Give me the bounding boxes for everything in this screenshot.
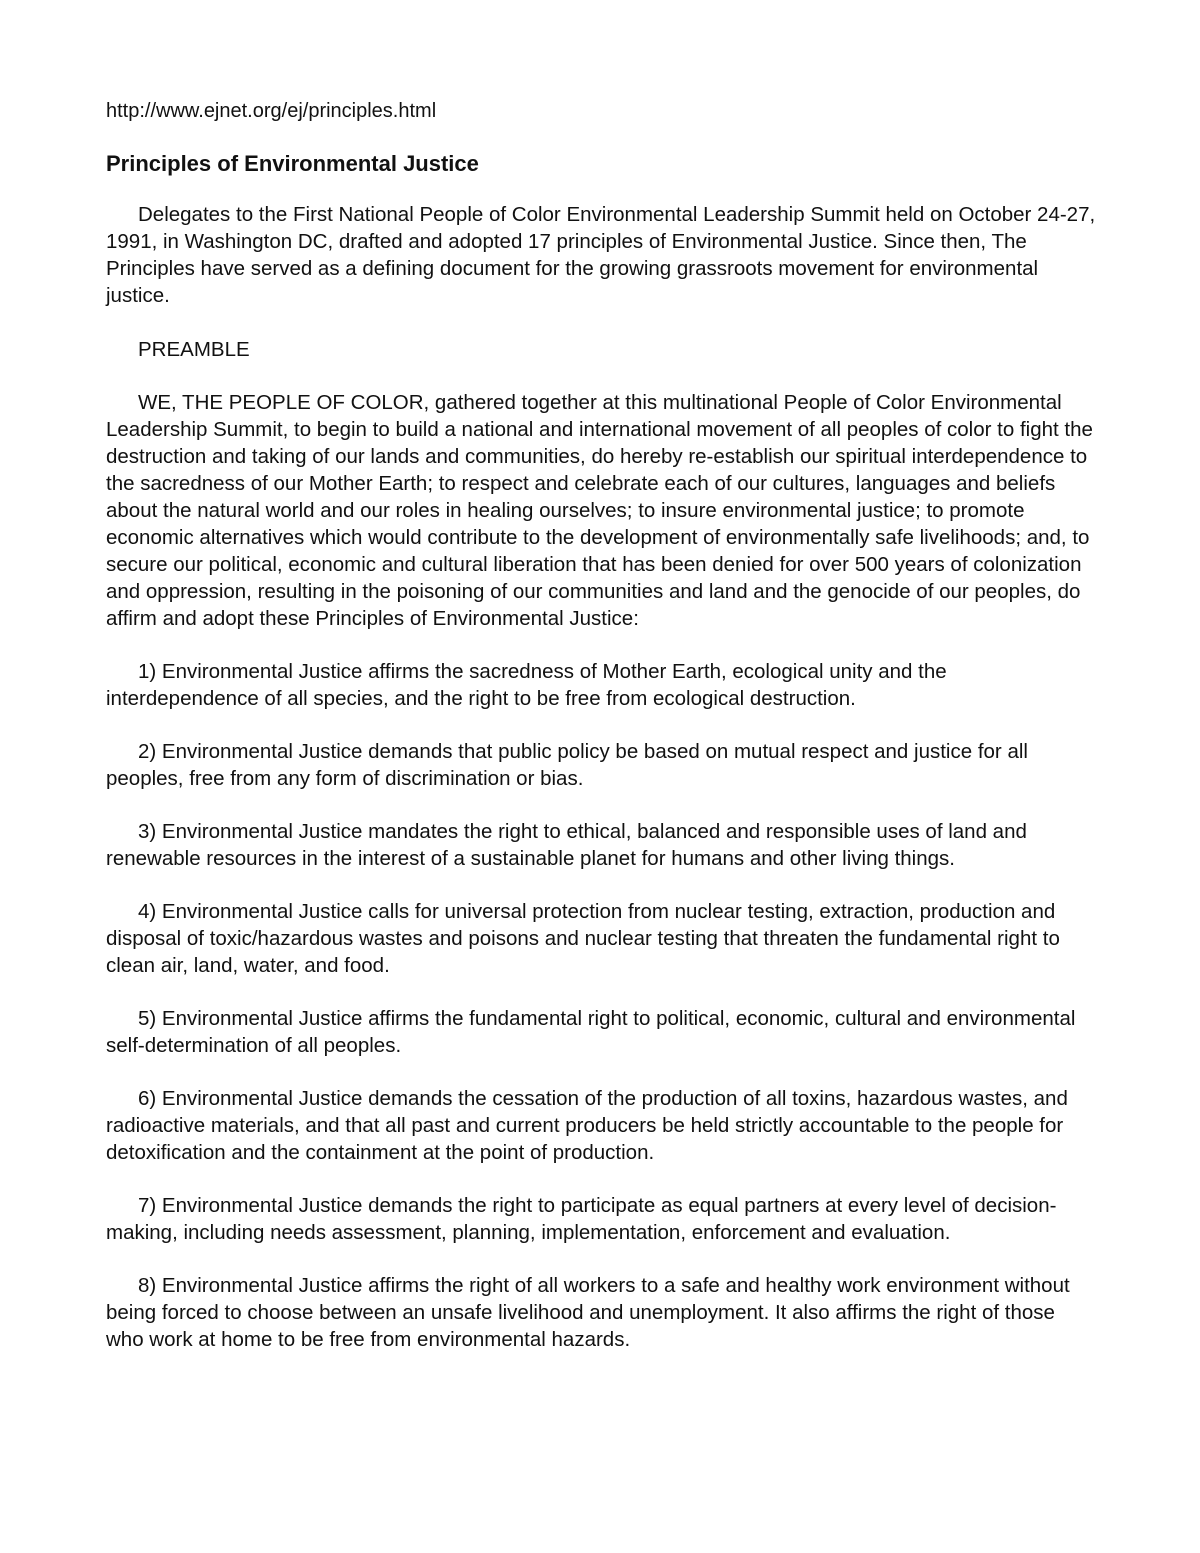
principle-item: 7) Environmental Justice demands the right to participate as equal partners at every level of decision-making, including needs assessment, planning, implementation, enforcement and evaluation. xyxy=(106,1194,1057,1244)
principle-item: 6) Environmental Justice demands the cessation of the production of all toxins, hazardous wastes, and radioactive materials, and that all past and current producers be held strictly accountable to the people for detoxification and the containment at the point of production. xyxy=(106,1087,1068,1164)
principle-item: 3) Environmental Justice mandates the right to ethical, balanced and responsible uses of land and renewable resources in the interest of a sustainable planet for humans and other living things. xyxy=(106,820,1027,870)
document-page xyxy=(106,98,1096,1379)
principle-item: 1) Environmental Justice affirms the sacredness of Mother Earth, ecological unity and the interdependence of all species, and the right to be free from ecological destruction. xyxy=(106,660,947,710)
source-url: http://www.ejnet.org/ej/principles.html xyxy=(106,100,437,122)
preamble-heading: PREAMBLE xyxy=(138,338,250,361)
preamble-paragraph: WE, THE PEOPLE OF COLOR, gathered together at this multinational People of Color Environmental Leadership Summit, to begin to build a national and international movement of all peoples of color to fight the destruction and taking of our lands and communities, do hereby re-establish our spiritual interdependence to the sacredness of our Mother Earth; to respect and celebrate each of our cultures, languages and beliefs about the natural world and our roles in healing ourselves; to insure environmental justice; to promote economic alternatives which would contribute to the development of environmentally safe livelihoods; and, to secure our political, economic and cultural liberation that has been denied for over 500 years of colonization and oppression, resulting in the poisoning of our communities and land and the genocide of our peoples, do affirm and adopt these Principles of Environmental Justice: xyxy=(106,391,1093,630)
principle-item: 2) Environmental Justice demands that public policy be based on mutual respect and justice for all peoples, free from any form of discrimination or bias. xyxy=(106,740,1028,790)
document-title: Principles of Environmental Justice xyxy=(106,151,479,176)
principle-item: 5) Environmental Justice affirms the fundamental right to political, economic, cultural and environmental self-determination of all peoples. xyxy=(106,1007,1076,1057)
principle-item: 8) Environmental Justice affirms the right of all workers to a safe and healthy work environment without being forced to choose between an unsafe livelihood and unemployment. It also affirms the right of those who work at home to be free from environmental hazards. xyxy=(106,1274,1070,1351)
intro-paragraph: Delegates to the First National People of Color Environmental Leadership Summit held on October 24-27, 1991, in Washington DC, drafted and adopted 17 principles of Environmental Justice. Since then, The Principles have served as a defining document for the growing grassroots movement for environmental justice. xyxy=(106,203,1096,307)
principle-item: 4) Environmental Justice calls for universal protection from nuclear testing, extraction, production and disposal of toxic/hazardous wastes and poisons and nuclear testing that threaten the fundamental right to clean air, land, water, and food. xyxy=(106,900,1060,977)
